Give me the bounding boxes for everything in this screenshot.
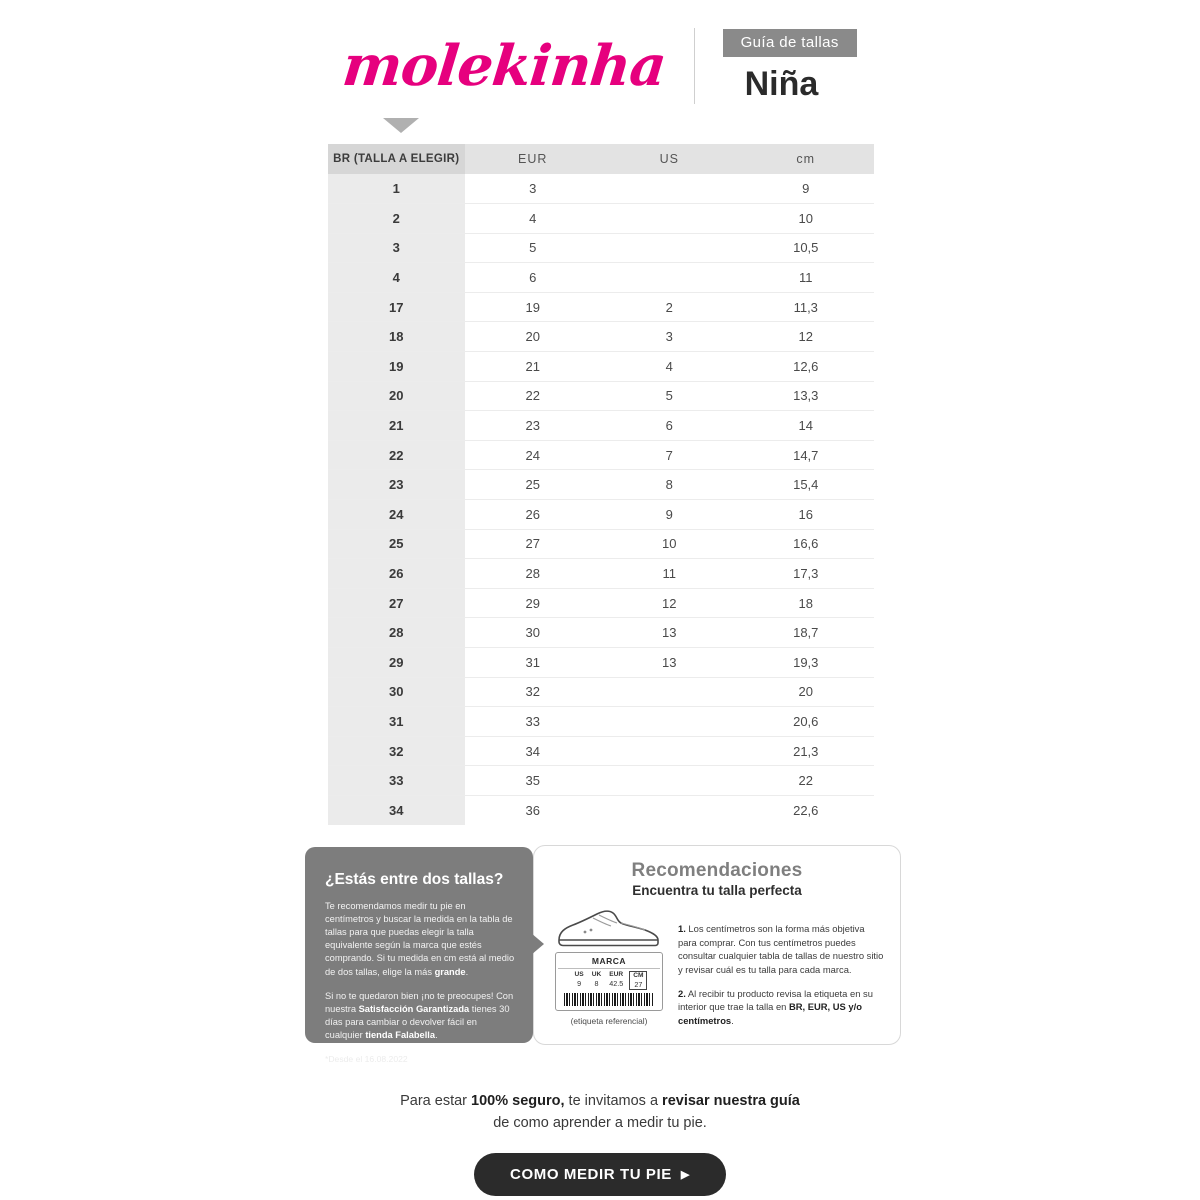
cell-eur: 36 [465, 795, 602, 825]
cell-cm: 22,6 [738, 795, 875, 825]
how-to-measure-button[interactable] [474, 1153, 726, 1196]
cell-us: 4 [601, 352, 738, 382]
cell-us: 11 [601, 559, 738, 589]
cell-eur: 34 [465, 736, 602, 766]
tag-uk-value: 8 [594, 979, 599, 989]
page-header [0, 0, 1200, 104]
between-sizes-p2-end: . [435, 1030, 438, 1041]
footer-bold-2: revisar nuestra guía [662, 1093, 800, 1109]
cell-cm: 19,3 [738, 648, 875, 678]
tag-col-eur [605, 971, 627, 990]
recommendation-2-number: 2. [678, 987, 686, 999]
table-row [328, 677, 874, 707]
tag-col-us [571, 971, 588, 990]
tag-cm-label: CM [633, 972, 644, 979]
cell-br: 23 [328, 470, 465, 500]
between-sizes-panel [305, 847, 533, 1065]
cell-cm: 12 [738, 322, 875, 352]
recommendations-panel [533, 845, 901, 1045]
cell-br: 20 [328, 381, 465, 411]
recommendation-2-text-b: . [731, 1014, 734, 1026]
col-header-eur: EUR [465, 144, 602, 174]
cell-cm: 18 [738, 588, 875, 618]
cell-cm: 20,6 [738, 707, 875, 737]
table-row [328, 381, 874, 411]
cell-us [601, 233, 738, 263]
cell-br: 22 [328, 440, 465, 470]
cell-us [601, 174, 738, 204]
recommendations-title: Recomendaciones [631, 860, 803, 881]
barcode-icon [564, 993, 654, 1006]
table-row [328, 322, 874, 352]
table-row [328, 292, 874, 322]
cell-cm: 11,3 [738, 292, 875, 322]
recommendation-item-2 [678, 987, 884, 1028]
cell-us: 9 [601, 500, 738, 530]
between-sizes-p1-bold: grande [434, 966, 466, 977]
cell-us [601, 795, 738, 825]
cell-br: 32 [328, 736, 465, 766]
recommendation-1-number: 1. [678, 923, 686, 934]
cell-cm: 10,5 [738, 233, 875, 263]
info-panels [305, 845, 901, 1065]
between-sizes-paragraph-1 [325, 900, 515, 979]
recommendation-item-1 [678, 922, 884, 977]
cell-us: 6 [601, 411, 738, 441]
cell-br: 4 [328, 263, 465, 293]
footer-text-a: Para estar [400, 1093, 472, 1109]
cell-eur: 21 [465, 352, 602, 382]
footer-line-2: de como aprender a medir tu pie. [493, 1115, 707, 1132]
recommendation-2-bold: BR, EUR, US y/o centímetros [678, 1001, 862, 1026]
panel-pointer-icon [531, 933, 544, 955]
recommendation-1-text: Los centímetros son la forma más objetiva para comprar. Con tus centímetros puedes consultar cualquier tabla de tallas de nuestro sitio y revisar cuál es tu talla para cada marca. [678, 923, 884, 975]
tag-us-value: 9 [577, 979, 582, 989]
cell-eur: 35 [465, 766, 602, 796]
cell-us: 10 [601, 529, 738, 559]
table-row [328, 352, 874, 382]
between-sizes-p2-text-a: Si no te quedaron bien ¡no te preocupes! Con nuestra [325, 990, 514, 1014]
between-sizes-p2-bold-1: Satisfacción Garantizada [358, 1003, 470, 1014]
cell-br: 33 [328, 766, 465, 796]
between-sizes-p1-text: Te recomendamos medir tu pie en centímetros y buscar la medida en la tabla de tallas para que puedas elegir la talla equivalente según la marca que estés comprando. Si tu medida en cm está al medio de dos tallas, elige la más [325, 900, 515, 977]
tag-columns [558, 969, 660, 990]
cell-cm: 20 [738, 677, 875, 707]
tag-uk-label: UK [591, 971, 602, 978]
cell-br: 29 [328, 648, 465, 678]
cell-cm: 11 [738, 263, 875, 293]
cell-br: 18 [328, 322, 465, 352]
tag-eur-value: 42.5 [609, 979, 624, 989]
table-row [328, 411, 874, 441]
cell-br: 25 [328, 529, 465, 559]
triangle-down-icon [383, 118, 419, 133]
tag-col-cm [629, 971, 647, 990]
br-column-pointer [383, 118, 419, 133]
how-to-measure-label: COMO MEDIR TU PIE [510, 1165, 672, 1183]
cell-cm: 10 [738, 204, 875, 234]
cell-cm: 14,7 [738, 440, 875, 470]
cell-eur: 23 [465, 411, 602, 441]
footer-text-b: te invitamos a [564, 1093, 663, 1109]
cell-cm: 15,4 [738, 470, 875, 500]
cell-eur: 25 [465, 470, 602, 500]
between-sizes-title: ¿Estás entre dos tallas? [325, 871, 504, 888]
cell-eur: 4 [465, 204, 602, 234]
between-sizes-p1-end: . [465, 966, 469, 977]
table-row [328, 795, 874, 825]
brand-logo: molekinha [339, 33, 670, 99]
recommendations-illustration [550, 904, 668, 1037]
between-sizes-p2-text-b: tienes 30 días para cambiar o devolver fácil en cualquier [325, 1003, 510, 1041]
cell-cm: 18,7 [738, 618, 875, 648]
cell-cm: 14 [738, 411, 875, 441]
cell-eur: 33 [465, 707, 602, 737]
header-right [723, 29, 857, 104]
cell-br: 17 [328, 292, 465, 322]
cell-br: 34 [328, 795, 465, 825]
cell-br: 30 [328, 677, 465, 707]
cell-br: 19 [328, 352, 465, 382]
between-sizes-p2-bold-2: tienda Falabella [365, 1030, 436, 1041]
cell-cm: 12,6 [738, 352, 875, 382]
cell-us: 13 [601, 648, 738, 678]
size-table-head [328, 144, 874, 174]
cell-cm: 16,6 [738, 529, 875, 559]
cell-us [601, 766, 738, 796]
table-row [328, 736, 874, 766]
cell-br: 27 [328, 588, 465, 618]
cell-us: 12 [601, 588, 738, 618]
cell-us: 13 [601, 618, 738, 648]
cell-eur: 6 [465, 263, 602, 293]
between-sizes-note: *Desde el 16.08.2022 [325, 1054, 408, 1065]
col-header-us: US [601, 144, 738, 174]
page-title: Niña [744, 64, 819, 103]
recommendation-2-text-a: Al recibir tu producto revisa la etiqueta en su interior que trae la talla en [678, 987, 873, 1013]
cell-eur: 28 [465, 559, 602, 589]
cell-cm: 13,3 [738, 381, 875, 411]
cell-eur: 19 [465, 292, 602, 322]
cell-us [601, 707, 738, 737]
cell-br: 31 [328, 707, 465, 737]
cell-eur: 32 [465, 677, 602, 707]
recommendations-body [550, 904, 884, 1037]
cell-eur: 27 [465, 529, 602, 559]
cell-eur: 29 [465, 588, 602, 618]
cell-br: 26 [328, 559, 465, 589]
cell-br: 28 [328, 618, 465, 648]
tag-brand-label: MARCA [558, 956, 660, 969]
shoe-icon [555, 906, 663, 948]
table-row [328, 500, 874, 530]
col-header-cm: cm [738, 144, 875, 174]
size-label-tag [555, 952, 663, 1011]
table-header-row [328, 144, 874, 174]
cell-eur: 31 [465, 648, 602, 678]
cell-eur: 3 [465, 174, 602, 204]
size-table [328, 144, 874, 825]
cell-cm: 17,3 [738, 559, 875, 589]
page-footer [0, 1090, 1200, 1196]
table-row [328, 559, 874, 589]
table-row [328, 174, 874, 204]
table-row [328, 204, 874, 234]
cell-us [601, 263, 738, 293]
cell-br: 24 [328, 500, 465, 530]
tag-cm-value: 27 [634, 980, 643, 990]
cell-eur: 20 [465, 322, 602, 352]
cell-eur: 5 [465, 233, 602, 263]
cell-br: 2 [328, 204, 465, 234]
between-sizes-paragraph-2 [325, 990, 515, 1043]
cell-eur: 26 [465, 500, 602, 530]
tag-caption: (etiqueta referencial) [570, 1016, 648, 1027]
table-row [328, 470, 874, 500]
cell-br: 1 [328, 174, 465, 204]
table-row [328, 766, 874, 796]
col-header-br: BR (TALLA A ELEGIR) [328, 144, 465, 174]
recommendations-subtitle: Encuentra tu talla perfecta [632, 883, 802, 898]
tag-eur-label: EUR [609, 971, 624, 978]
cell-us: 8 [601, 470, 738, 500]
tag-col-uk [588, 971, 606, 990]
cell-cm: 22 [738, 766, 875, 796]
cell-cm: 16 [738, 500, 875, 530]
table-row [328, 618, 874, 648]
cell-us [601, 677, 738, 707]
footer-line-1 [0, 1090, 1200, 1112]
cell-us [601, 204, 738, 234]
size-table-body [328, 174, 874, 825]
cell-us: 2 [601, 292, 738, 322]
cell-eur: 24 [465, 440, 602, 470]
size-table-wrapper [328, 144, 874, 825]
cell-eur: 22 [465, 381, 602, 411]
header-divider [694, 28, 695, 104]
cell-us: 7 [601, 440, 738, 470]
recommendations-text [678, 904, 884, 1037]
table-row [328, 263, 874, 293]
tag-us-label: US [574, 971, 584, 978]
footer-bold-1: 100% seguro, [471, 1093, 565, 1109]
table-row [328, 707, 874, 737]
table-row [328, 529, 874, 559]
cell-br: 3 [328, 233, 465, 263]
cell-cm: 21,3 [738, 736, 875, 766]
chevron-right-icon: ▶ [680, 1168, 690, 1181]
cell-us [601, 736, 738, 766]
table-row [328, 648, 874, 678]
cell-us: 3 [601, 322, 738, 352]
cell-us: 5 [601, 381, 738, 411]
table-row [328, 440, 874, 470]
guide-chip: Guía de tallas [723, 29, 857, 57]
table-row [328, 588, 874, 618]
cell-br: 21 [328, 411, 465, 441]
cell-eur: 30 [465, 618, 602, 648]
table-row [328, 233, 874, 263]
cell-cm: 9 [738, 174, 875, 204]
